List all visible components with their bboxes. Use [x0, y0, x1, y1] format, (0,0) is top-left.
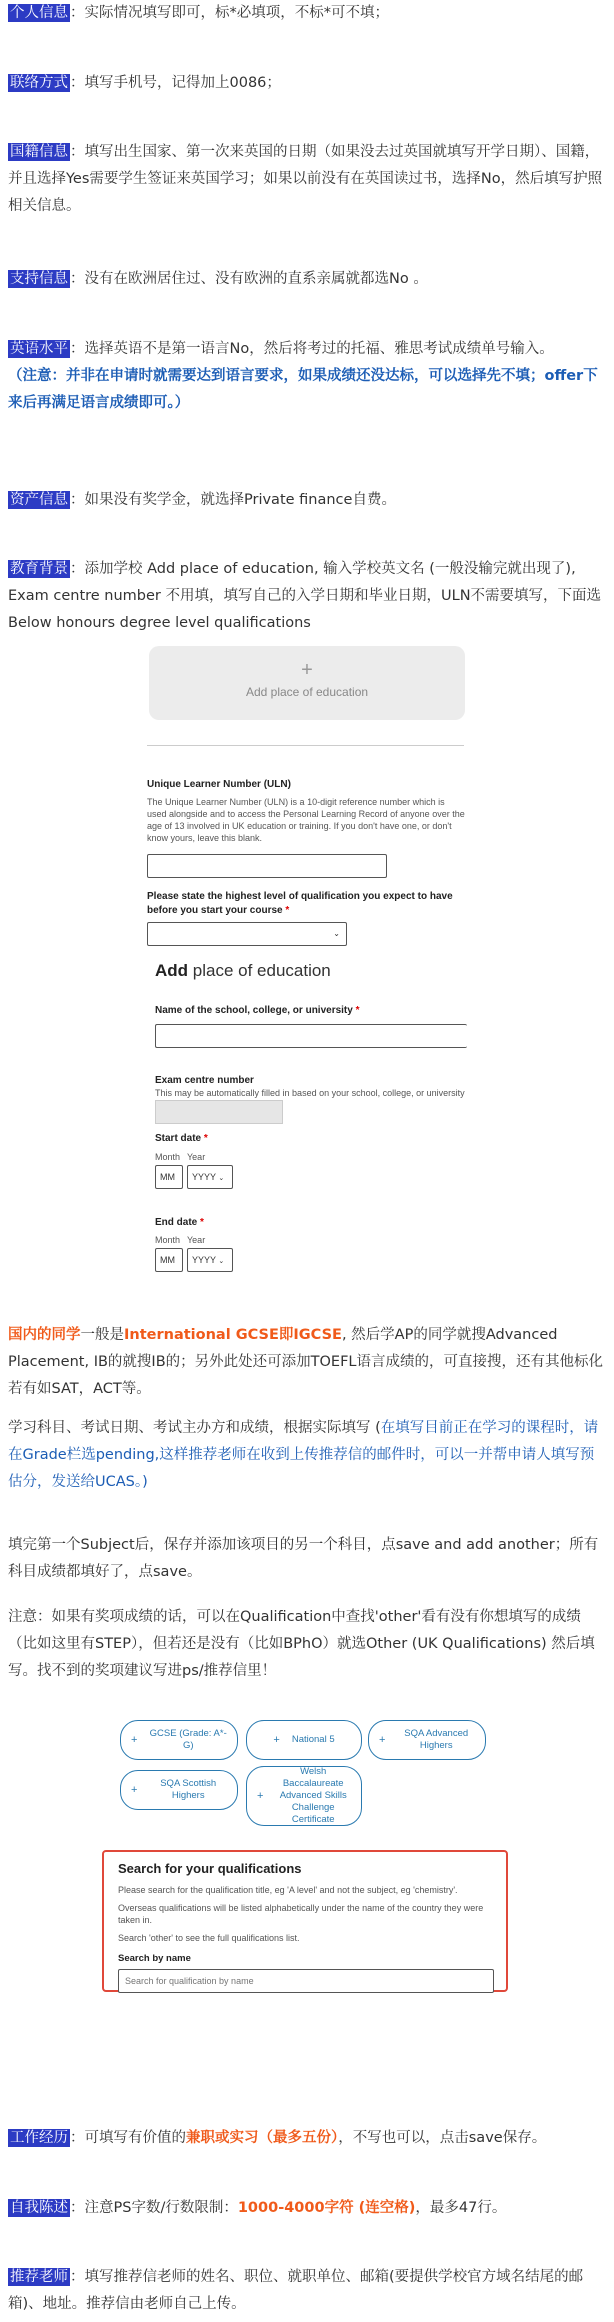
start-year-select[interactable]: YYYY ⌄: [187, 1165, 233, 1189]
uln-input[interactable]: [147, 854, 387, 878]
plus-icon: +: [301, 659, 313, 681]
add-place-form: [147, 956, 477, 1280]
start-month-label: Month: [155, 1152, 181, 1162]
uln-description: The Unique Learner Number (ULN) is a 10-digit reference number which is used alongside and to access the Personal Learning Record of anyone over the age of 13 involved in UK education or training. If you don't have one, or don't know yours, leave this blank.: [147, 797, 465, 843]
text-nationality: ：填写出生国家、第一次来英国的日期（如果没去过英国就填写开学日期）、国籍，并且选择Yes需要学生签证来英国学习；如果以前没有在英国读过书，选择No，然后填写护照相关信息。: [8, 144, 603, 214]
text-english: ：选择英语不是第一语言No，然后将考过的托福、雅思考试成绩单号输入。: [70, 341, 554, 357]
paragraph-gcse: [8, 1322, 606, 1403]
search-by-name-label: Search by name: [118, 1953, 191, 1964]
end-year-label: Year: [187, 1235, 206, 1245]
qualification-search-input[interactable]: [118, 1969, 494, 1993]
text-finance: ：如果没有奖学金，就选择Private finance自费。: [70, 492, 396, 508]
tag-referee: 推荐老师: [10, 2269, 68, 2285]
qualification-pills: [100, 1720, 500, 1846]
pill-welsh-bacc[interactable]: + Welsh Baccalaureate Advanced Skills Challenge Certificate: [246, 1766, 362, 1826]
divider: [147, 745, 464, 746]
text-support: ：没有在欧洲居住过、没有欧洲的直系亲属就都选No 。: [70, 271, 428, 287]
text-education: ：添加学校 Add place of education, 输入学校英文名 (一般没输完就出现了), Exam centre number 不用填，填写自己的入学日期和毕业日期，ULN不需要填写，下面选Below honours degree level qualifications: [8, 561, 602, 631]
plus-icon: +: [379, 1734, 386, 1746]
referee-text: ：填写推荐信老师的姓名、职位、就职单位、邮箱(要提供学校官方域名结尾的邮箱)、地址。推荐信由老师自己上传。: [8, 2269, 584, 2312]
search-panel: [102, 1850, 508, 1992]
paragraph-save-another: [8, 1532, 606, 1586]
paragraph-subjects: [8, 1415, 606, 1496]
end-date-label: End date *: [155, 1217, 204, 1228]
plus-icon: +: [257, 1790, 264, 1802]
work-rest: ，不写也可以，点击save保存。: [338, 2130, 547, 2146]
pending-note: 在填写目前正在学习的课程时，请在Grade栏选pending,这样推荐老师在收到上传推荐信的邮件时，可以一并帮申请人填写预估分，发送给UCAS。): [8, 1420, 599, 1490]
tag-support: 支持信息: [10, 271, 68, 287]
start-year-label: Year: [187, 1152, 206, 1162]
english-note: （注意：并非在申请时就需要达到语言要求，如果成绩还没达标，可以选择先不填；offer下来后再满足语言成绩即可。）: [8, 368, 598, 411]
section-ps: [8, 2195, 606, 2222]
tag-work: 工作经历: [10, 2130, 68, 2146]
search-line2: Overseas qualifications will be listed alphabetically under the name of the country they were taken in.: [118, 1903, 484, 1925]
end-month-label: Month: [155, 1235, 181, 1245]
search-line3: Search 'other' to see the full qualifications list.: [118, 1933, 300, 1943]
exam-centre-label: Exam centre number: [155, 1075, 254, 1086]
text-contact: ：填写手机号，记得加上0086；: [70, 75, 281, 91]
gcse-rest: , 然后学AP的同学就搜Advanced Placement, IB的就搜IB的；另外此处还可添加TOEFL语言成绩的，可直接搜，还有其他标化若有如SAT，ACT等。: [8, 1327, 603, 1397]
section-personal-info: [8, 0, 606, 27]
text-personal-info: ：实际情况填写即可，标*必填项，不标*可不填；: [70, 5, 389, 21]
start-month-select[interactable]: MM: [155, 1165, 183, 1189]
subjects-text: 学习科目、考试日期、考试主办方和成绩，根据实际填写 (: [8, 1420, 381, 1436]
pill-gcse[interactable]: + GCSE (Grade: A*-G): [120, 1720, 238, 1760]
chevron-down-icon: ⌄: [333, 929, 340, 938]
domestic-students: 国内的同学: [8, 1327, 81, 1343]
generally: 一般是: [80, 1327, 124, 1343]
form-title: Add place of education: [155, 961, 331, 980]
start-date-label: Start date *: [155, 1133, 208, 1144]
add-place-button[interactable]: [149, 646, 465, 720]
pill-national5[interactable]: + National 5: [246, 1720, 362, 1760]
section-nationality: [8, 139, 606, 220]
tag-contact: 联络方式: [10, 75, 68, 91]
section-referee: [8, 2264, 606, 2318]
exam-centre-input: [155, 1100, 283, 1124]
ps-highlight: 1000-4000字符 (连空格): [237, 2200, 416, 2216]
pill-sqa-scottish[interactable]: + SQA Scottish Highers: [120, 1770, 238, 1810]
search-line1: Please search for the qualification title, eg 'A level' and not the subject, eg 'chemistry'.: [118, 1885, 458, 1895]
tag-finance: 资产信息: [10, 492, 68, 508]
end-year-select[interactable]: YYYY ⌄: [187, 1248, 233, 1272]
school-name-input[interactable]: [155, 1024, 467, 1048]
work-highlight: 兼职或实习（最多五份）: [186, 2130, 339, 2146]
qualification-level-select[interactable]: [147, 922, 347, 946]
plus-icon: +: [131, 1734, 138, 1746]
section-support: [8, 266, 606, 293]
tag-english: 英语水平: [10, 341, 68, 357]
section-finance: [8, 487, 606, 514]
paragraph-other: [8, 1604, 606, 1685]
chevron-down-icon: ⌄: [218, 1175, 225, 1182]
chevron-down-icon: ⌄: [218, 1258, 225, 1265]
other-qualifications-text: 注意：如果有奖项成绩的话，可以在Qualification中查找'other'看有没有你想填写的成绩（比如这里有STEP），但若还是没有（比如BPhO）就选Other (UK Qualifications) 然后填写。找不到的奖项建议写进ps/推荐信里！: [8, 1609, 595, 1679]
work-text: ：可填写有价值的: [70, 2130, 186, 2146]
tag-ps: 自我陈述: [10, 2200, 68, 2216]
exam-centre-hint: This may be automatically filled in based on your school, college, or university: [155, 1088, 465, 1098]
end-month-select[interactable]: MM: [155, 1248, 183, 1272]
igcse-highlight: International GCSE即IGCSE: [124, 1327, 342, 1343]
ps-rest: ，最多47行。: [415, 2200, 507, 2216]
section-english: [8, 336, 606, 417]
qualification-level-label: Please state the highest level of qualification you expect to have before you start your course *: [147, 891, 453, 916]
tag-education: 教育背景: [10, 561, 68, 577]
plus-icon: +: [273, 1734, 280, 1746]
save-another-text: 填完第一个Subject后，保存并添加该项目的另一个科目，点save and add another；所有科目成绩都填好了，点save。: [8, 1537, 599, 1580]
add-place-label: Add place of education: [245, 685, 369, 699]
ps-text: ：注意PS字数/行数限制：: [70, 2200, 238, 2216]
uln-title: Unique Learner Number (ULN): [147, 779, 291, 790]
uln-panel: [147, 778, 477, 956]
section-work: [8, 2125, 606, 2152]
pill-sqa-advanced[interactable]: + SQA Advanced Highers: [368, 1720, 486, 1760]
tag-nationality: 国籍信息: [10, 144, 68, 160]
tag-personal-info: 个人信息: [10, 5, 68, 21]
search-title: Search for your qualifications: [118, 1861, 302, 1876]
section-contact: [8, 70, 606, 97]
school-name-label: Name of the school, college, or university *: [155, 1005, 360, 1016]
plus-icon: +: [131, 1784, 138, 1796]
section-education: [8, 556, 606, 637]
